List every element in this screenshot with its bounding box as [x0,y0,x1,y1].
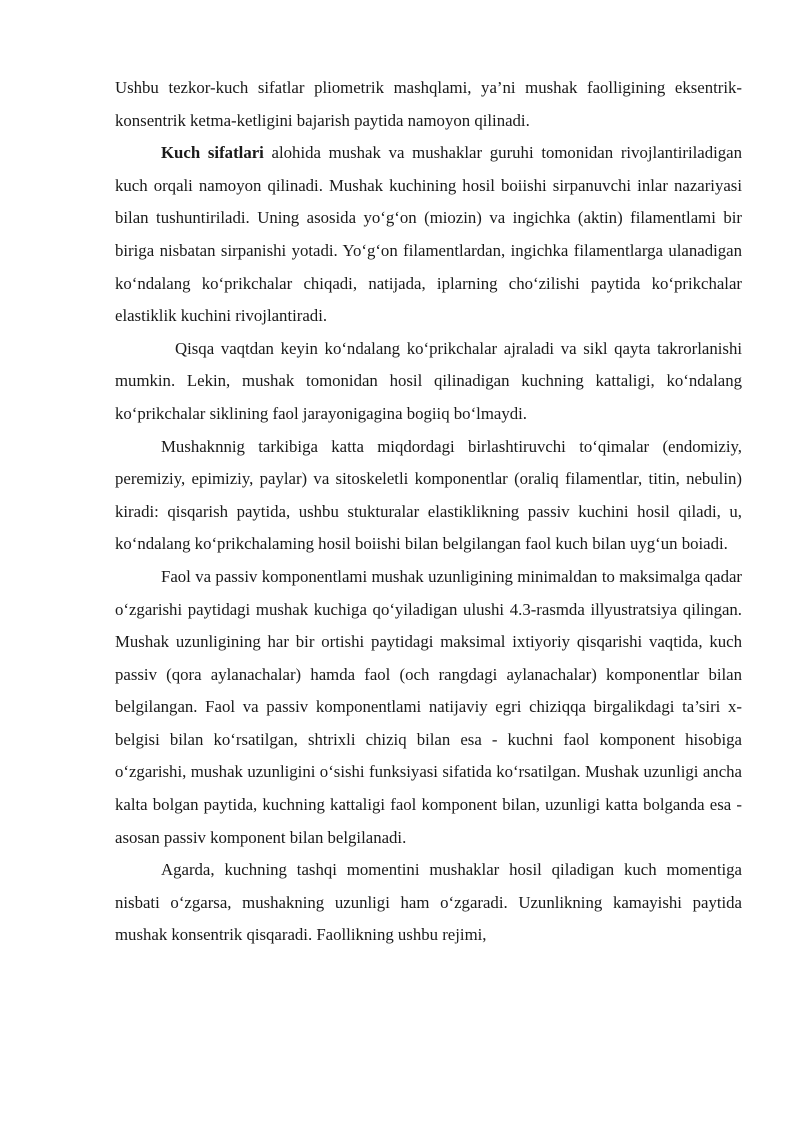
paragraph-text: Faol va passiv komponentlami mushak uzunligining minimaldan to maksimalga qadar o‘zgarishi paytidagi mushak kuchiga qo‘yiladigan ulushi 4.3-rasmda illyustratsiya qilingan. Mushak uzunligining har bir ortishi paytidagi maksimal ixtiyoriy qisqarishi vaqtida, kuch passiv (qora aylanachalar) hamda faol (och rangdagi aylanachalar) komponentlar bilan belgilangan. Faol va passiv komponentlami natijaviy egri chiziqqa birgalikdagi ta’siri x-belgisi bilan ko‘rsatilgan, shtrixli chiziq bilan esa - kuchni faol komponent hisobiga o‘zgarishi, mushak uzunligini o‘sishi funksiyasi sifatida ko‘rsatilgan. Mushak uzunligi ancha kalta bolgan paytida, kuchning kattaligi faol komponent bilan, uzunligi katta bolganda esa - asosan passiv komponent bilan belgilanadi. [115,566,742,847]
paragraph-text: Qisqa vaqtdan keyin ko‘ndalang ko‘prikchalar ajraladi va sikl qayta takrorlanishi mumkin. Lekin, mushak tomonidan hosil qilinadigan kuchning kattaligi, ko‘ndalang ko‘prikchalar siklining faol jarayonigagina bogiiq bo‘lmaydi. [115,338,742,423]
paragraph-active-passive [115,561,742,854]
paragraph-text: Mushaknnig tarkibiga katta miqdordagi birlashtiruvchi to‘qimalar (endomiziy, peremiziy, epimiziy, paylar) va sitoskeletli komponentlar (oraliq filamentlar, titin, nebulin) kiradi: qisqarish paytida, ushbu stukturalar elastiklikning passiv kuchini hosil qiladi, u, ko‘ndalang ko‘prikchalaming hosil boiishi bilan belgilangan faol kuch bilan uyg‘un boiadi. [115,436,742,554]
paragraph-text: alohida mushak va mushaklar guruhi tomonidan rivojlantiriladigan kuch orqali namoyon qilinadi. Mushak kuchining hosil boiishi sirpanuvchi inlar nazariyasi bilan tushuntiriladi. Uning asosida yo‘g‘on (miozin) va ingichka (aktin) filamentlami bir biriga nisbatan sirpanishi yotadi. Yo‘g‘on filamentlardan, ingichka filamentlarga ulanadigan ko‘ndalang ko‘prikchalar chiqadi, natijada, iplarning cho‘zilishi paytida ko‘prikchalar elastiklik kuchini rivojlantiradi. [115,143,742,326]
paragraph-text: Agarda, kuchning tashqi momentini mushaklar hosil qiladigan kuch momentiga nisbati o‘zgarsa, mushakning uzunligi ham o‘zgaradi. Uzunlikning kamayishi paytida mushak konsentrik qisqaradi. Faollikning ushbu rejimi, [115,860,742,945]
paragraph-strength-qualities [115,137,742,333]
paragraph-text: Ushbu tezkor-kuch sifatlar pliometrik mashqlami, ya’ni mushak faolligining eksentrik-konsentrik ketma-ketligini bajarish paytida namoyon qilinadi. [115,78,742,130]
bold-term: Kuch sifatlari [161,143,264,163]
paragraph-external-moment [115,854,742,952]
paragraph-connective-tissue [115,431,742,561]
paragraph-intro [115,72,742,137]
document-page [115,72,742,952]
paragraph-crossbridge-cycle [115,333,742,431]
